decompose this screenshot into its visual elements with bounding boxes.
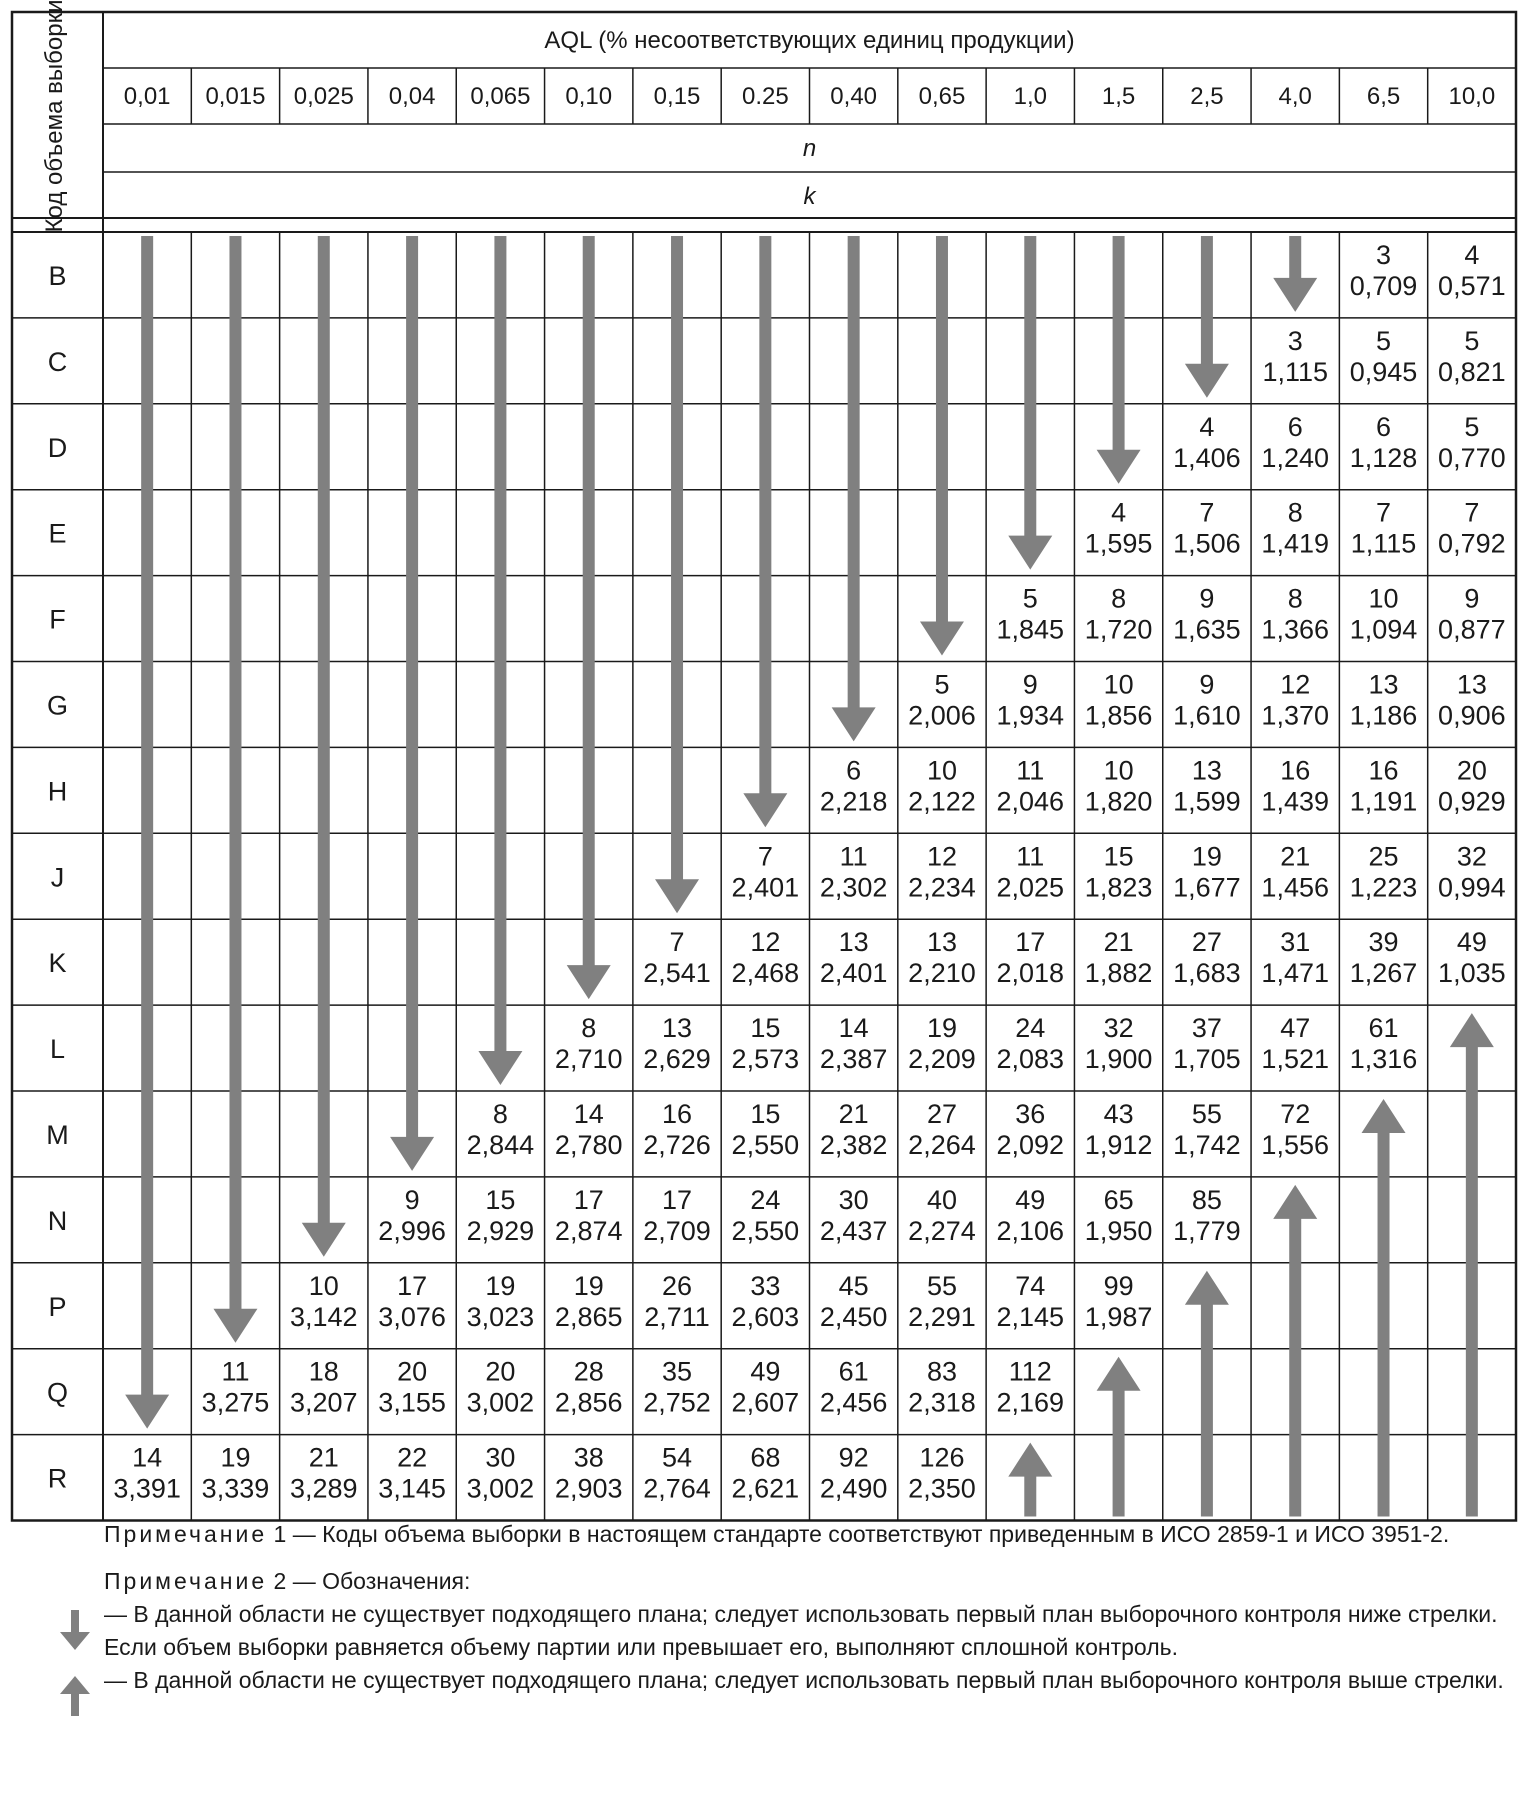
cell-k-value: 1,191 [1349, 786, 1418, 817]
cell-n-value: 13 [1368, 669, 1399, 700]
cell-n-value: 74 [1015, 1270, 1046, 1301]
cell-n-value: 61 [1368, 1013, 1399, 1044]
cell-n-value: 24 [1015, 1013, 1046, 1044]
cell-k-value: 1,950 [1084, 1215, 1153, 1246]
cell-k-value: 1,599 [1173, 786, 1241, 817]
cell-k-value: 3,339 [201, 1473, 270, 1504]
cell-n-value: 112 [1008, 1356, 1052, 1387]
cell-k-value: 1,419 [1261, 528, 1330, 559]
cell-n-value: 9 [1199, 583, 1215, 614]
cell-k-value: 3,145 [378, 1473, 446, 1504]
cell-n-value: 8 [1287, 497, 1303, 528]
cell-k-value: 2,318 [908, 1387, 976, 1418]
cell-n-value: 10 [926, 755, 957, 786]
cell-n-value: 99 [1103, 1270, 1134, 1301]
cell-n-value: 20 [485, 1356, 516, 1387]
cell-n-value: 11 [1016, 755, 1045, 786]
cell-n-value: 45 [838, 1270, 869, 1301]
cell-n-value: 15 [750, 1013, 781, 1044]
cell-k-value: 1,128 [1349, 442, 1418, 473]
cell-n-value: 92 [838, 1442, 869, 1473]
row-code: H [47, 776, 68, 807]
up-arrow [1362, 1099, 1406, 1517]
down-arrow [478, 236, 522, 1085]
cell-k-value: 2,929 [466, 1215, 535, 1246]
cell-n-value: 13 [926, 927, 957, 958]
cell-n-value: 47 [1280, 1013, 1311, 1044]
cell-n-value: 12 [926, 841, 957, 872]
down-arrow [743, 236, 787, 827]
cell-k-value: 2,106 [996, 1215, 1065, 1246]
down-arrow [1097, 236, 1141, 484]
notes-section [24, 1518, 1514, 1730]
row-code: G [46, 690, 69, 721]
cell-k-value: 2,046 [996, 786, 1065, 817]
cell-n-value: 6 [1287, 411, 1303, 442]
cell-n-value: 18 [308, 1356, 339, 1387]
down-arrow [920, 236, 964, 656]
cell-n-value: 5 [934, 669, 950, 700]
cell-k-value: 2,437 [819, 1215, 888, 1246]
cell-k-value: 2,490 [819, 1473, 888, 1504]
row-code: R [47, 1463, 68, 1494]
cell-n-value: 12 [1280, 669, 1311, 700]
cell-n-value: 16 [662, 1099, 693, 1129]
cell-n-value: 32 [1456, 841, 1487, 872]
up-arrow [1185, 1271, 1229, 1517]
cell-k-value: 2,210 [908, 958, 976, 989]
cell-k-value: 1,506 [1173, 528, 1241, 559]
row-code: N [47, 1205, 68, 1236]
aql-value: 0,04 [388, 83, 436, 110]
cell-n-value: 14 [838, 1013, 869, 1044]
cell-k-value: 2,456 [819, 1387, 888, 1418]
cell-n-value: 17 [397, 1270, 428, 1301]
cell-n-value: 49 [1456, 927, 1487, 958]
cell-n-value: 3 [1287, 325, 1303, 356]
up-arrow [1008, 1443, 1052, 1517]
cell-k-value: 1,370 [1261, 700, 1330, 731]
down-arrow [1008, 236, 1052, 570]
cell-k-value: 3,142 [289, 1301, 358, 1332]
cell-k-value: 2,468 [731, 958, 800, 989]
cell-k-value: 1,471 [1261, 958, 1330, 989]
cell-k-value: 2,865 [554, 1301, 623, 1332]
cell-n-value: 5 [1022, 583, 1038, 614]
cell-k-value: 2,218 [819, 786, 888, 817]
cell-n-value: 27 [926, 1099, 957, 1129]
cell-n-value: 39 [1368, 927, 1399, 958]
cell-n-value: 30 [485, 1442, 516, 1473]
cell-k-value: 1,987 [1084, 1301, 1153, 1332]
cell-k-value: 3,002 [466, 1387, 535, 1418]
cell-n-value: 8 [492, 1099, 508, 1129]
aql-value: 6,5 [1366, 83, 1401, 110]
note-2 [104, 1565, 1514, 1598]
aql-value: 0,10 [565, 83, 613, 110]
cell-k-value: 1,267 [1349, 958, 1418, 989]
cell-k-value: 1,845 [996, 614, 1065, 645]
cell-n-value: 22 [397, 1442, 428, 1473]
cell-k-value: 2,709 [643, 1215, 711, 1246]
cell-n-value: 13 [662, 1013, 693, 1044]
cell-n-value: 10 [308, 1270, 339, 1301]
cell-k-value: 2,274 [908, 1215, 976, 1246]
cell-k-value: 2,996 [378, 1215, 446, 1246]
cell-k-value: 1,900 [1084, 1044, 1153, 1075]
row-code: D [47, 432, 68, 463]
cell-k-value: 3,076 [378, 1301, 446, 1332]
cell-n-value: 61 [838, 1356, 869, 1387]
cell-n-value: 17 [662, 1184, 693, 1215]
cell-k-value: 2,856 [554, 1387, 623, 1418]
cell-n-value: 11 [221, 1356, 250, 1387]
cell-k-value: 2,006 [908, 700, 976, 731]
cell-n-value: 49 [1015, 1184, 1046, 1215]
cell-k-value: 2,711 [644, 1301, 710, 1332]
cell-k-value: 2,302 [819, 872, 888, 903]
cell-k-value: 3,023 [466, 1301, 535, 1332]
cell-k-value: 2,629 [643, 1044, 711, 1075]
cell-n-value: 16 [1368, 755, 1399, 786]
cell-n-value: 54 [662, 1442, 693, 1473]
cell-k-value: 2,387 [819, 1044, 888, 1075]
cell-k-value: 1,456 [1261, 872, 1330, 903]
cell-k-value: 1,934 [996, 700, 1065, 731]
cell-k-value: 1,683 [1173, 958, 1241, 989]
up-arrow [1450, 1013, 1494, 1516]
cell-n-value: 16 [1280, 755, 1311, 786]
down-arrow [832, 236, 876, 741]
cell-k-value: 1,820 [1084, 786, 1153, 817]
cell-k-value: 1,439 [1261, 786, 1330, 817]
cell-n-value: 13 [1456, 669, 1487, 700]
cell-k-value: 3,289 [289, 1473, 358, 1504]
down-arrow [1273, 236, 1317, 312]
up-arrow [1097, 1357, 1141, 1517]
cell-n-value: 21 [1280, 841, 1311, 872]
down-arrow [567, 236, 611, 999]
cell-k-value: 2,234 [908, 872, 976, 903]
cell-n-value: 8 [1287, 583, 1303, 614]
cell-n-value: 19 [1191, 841, 1222, 872]
aql-value: 0.25 [741, 83, 789, 110]
cell-n-value: 4 [1199, 411, 1215, 442]
note-1-label: Примечание [104, 1521, 268, 1547]
cell-n-value: 21 [838, 1099, 869, 1129]
cell-n-value: 25 [1368, 841, 1399, 872]
cell-n-value: 15 [485, 1184, 516, 1215]
cell-k-value: 2,541 [643, 958, 711, 989]
cell-k-value: 1,115 [1262, 356, 1328, 387]
cell-k-value: 0,709 [1349, 271, 1418, 301]
cell-n-value: 32 [1103, 1013, 1134, 1044]
n-label: n [802, 135, 817, 162]
legend-down-row [24, 1598, 1514, 1664]
cell-k-value: 2,844 [466, 1130, 535, 1160]
cell-n-value: 85 [1191, 1184, 1222, 1215]
cell-k-value: 1,240 [1261, 442, 1330, 473]
cell-n-value: 14 [132, 1442, 163, 1473]
row-code: Q [46, 1377, 69, 1408]
cell-k-value: 2,621 [731, 1473, 800, 1504]
cell-k-value: 1,742 [1173, 1130, 1241, 1160]
cell-n-value: 14 [573, 1099, 604, 1129]
cell-k-value: 1,223 [1349, 872, 1418, 903]
cell-k-value: 0,770 [1438, 442, 1506, 473]
cell-n-value: 37 [1191, 1013, 1222, 1044]
cell-k-value: 1,316 [1349, 1044, 1418, 1075]
cell-n-value: 10 [1368, 583, 1399, 614]
cell-k-value: 2,092 [996, 1130, 1065, 1160]
cell-n-value: 7 [1376, 497, 1392, 528]
cell-n-value: 8 [581, 1013, 597, 1044]
note-2-text: 2 — Обозначения: [267, 1568, 471, 1594]
cell-n-value: 55 [1191, 1099, 1222, 1129]
cell-k-value: 1,882 [1084, 958, 1153, 989]
row-code: K [48, 948, 67, 979]
row-code: J [50, 862, 65, 893]
aql-value: 0,15 [653, 83, 701, 110]
cell-k-value: 2,083 [996, 1044, 1065, 1075]
cell-n-value: 4 [1111, 497, 1127, 528]
cell-n-value: 17 [573, 1184, 604, 1215]
cell-k-value: 2,025 [996, 872, 1065, 903]
cell-k-value: 1,115 [1350, 528, 1417, 559]
cell-k-value: 0,792 [1438, 528, 1506, 559]
cell-n-value: 19 [573, 1270, 604, 1301]
aql-value: 1,5 [1101, 83, 1136, 110]
aql-value: 0,065 [470, 83, 531, 110]
cell-k-value: 2,382 [819, 1130, 888, 1160]
cell-n-value: 40 [926, 1184, 957, 1215]
cell-n-value: 21 [1103, 927, 1134, 958]
cell-k-value: 2,903 [554, 1473, 623, 1504]
cell-n-value: 24 [750, 1184, 781, 1215]
row-code: P [48, 1291, 67, 1322]
cell-k-value: 2,573 [731, 1044, 800, 1075]
cell-n-value: 6 [846, 755, 862, 786]
aql-value: 0,01 [123, 83, 171, 110]
cell-k-value: 1,186 [1349, 700, 1418, 731]
cell-k-value: 1,556 [1261, 1130, 1330, 1160]
cell-k-value: 2,350 [908, 1473, 976, 1504]
cell-k-value: 3,391 [113, 1473, 181, 1504]
cell-n-value: 4 [1464, 240, 1480, 270]
cell-k-value: 2,710 [554, 1044, 623, 1075]
cell-n-value: 13 [1191, 755, 1222, 786]
aql-value: 0,015 [205, 83, 266, 110]
cell-n-value: 5 [1376, 325, 1392, 356]
note-1 [24, 1518, 1514, 1551]
cell-n-value: 15 [1103, 841, 1134, 872]
cell-k-value: 3,275 [201, 1387, 270, 1418]
cell-k-value: 1,366 [1261, 614, 1330, 645]
cell-n-value: 11 [1016, 841, 1045, 872]
cell-k-value: 3,207 [289, 1387, 358, 1418]
cell-k-value: 2,550 [731, 1130, 800, 1160]
row-code: M [46, 1119, 69, 1150]
cell-n-value: 10 [1103, 755, 1134, 786]
row-code-header: Код объема выборки [41, 0, 68, 233]
down-arrow [1185, 236, 1229, 398]
cell-k-value: 2,401 [731, 872, 800, 903]
cell-n-value: 65 [1103, 1184, 1134, 1215]
cell-k-value: 2,607 [731, 1387, 800, 1418]
down-arrow [655, 236, 699, 913]
k-label: k [803, 183, 816, 210]
aql-value: 2,5 [1190, 83, 1224, 110]
cell-k-value: 1,705 [1173, 1044, 1241, 1075]
cell-k-value: 2,752 [643, 1387, 711, 1418]
cell-n-value: 9 [404, 1184, 420, 1215]
aql-value: 0,025 [293, 83, 354, 110]
cell-n-value: 31 [1280, 927, 1311, 958]
cell-n-value: 38 [573, 1442, 604, 1473]
cell-k-value: 1,521 [1261, 1044, 1330, 1075]
cell-n-value: 17 [1015, 927, 1046, 958]
cell-n-value: 7 [757, 841, 773, 872]
row-code: L [49, 1034, 66, 1065]
cell-n-value: 28 [573, 1356, 604, 1387]
cell-n-value: 43 [1103, 1099, 1134, 1129]
legend-down-text: — В данной области не существует подходящего плана; следует использовать первый план выборочного контроля ниже стрелки. Если объем выборки равняется объему партии или превышает его, выполняют сплошной контроль. [104, 1601, 1498, 1660]
cell-k-value: 2,209 [908, 1044, 976, 1075]
up-arrow-icon [24, 1664, 104, 1730]
up-arrow [1273, 1185, 1317, 1517]
cell-k-value: 1,823 [1084, 872, 1153, 903]
down-arrow [125, 236, 169, 1429]
cell-k-value: 2,291 [908, 1301, 976, 1332]
cell-k-value: 2,018 [996, 958, 1065, 989]
down-arrow [390, 236, 434, 1171]
cell-n-value: 11 [839, 841, 868, 872]
cell-k-value: 2,603 [731, 1301, 800, 1332]
cell-k-value: 2,780 [554, 1130, 623, 1160]
cell-k-value: 1,595 [1084, 528, 1153, 559]
cell-k-value: 1,856 [1084, 700, 1153, 731]
cell-n-value: 8 [1111, 583, 1127, 614]
cell-k-value: 1,035 [1438, 958, 1506, 989]
cell-n-value: 20 [397, 1356, 428, 1387]
cell-k-value: 2,764 [643, 1473, 711, 1504]
cell-n-value: 33 [750, 1270, 781, 1301]
cell-n-value: 6 [1376, 411, 1392, 442]
cell-k-value: 1,610 [1173, 700, 1241, 731]
cell-k-value: 1,094 [1349, 614, 1418, 645]
cell-k-value: 2,550 [731, 1215, 800, 1246]
cell-n-value: 83 [926, 1356, 957, 1387]
cell-n-value: 35 [662, 1356, 693, 1387]
cell-k-value: 1,720 [1084, 614, 1153, 645]
cell-k-value: 0,571 [1438, 271, 1506, 301]
cell-n-value: 49 [750, 1356, 781, 1387]
cell-n-value: 27 [1191, 927, 1222, 958]
cell-k-value: 2,264 [908, 1130, 976, 1160]
cell-k-value: 1,677 [1173, 872, 1241, 903]
aql-value: 0,40 [830, 83, 878, 110]
cell-n-value: 10 [1103, 669, 1134, 700]
cell-n-value: 7 [669, 927, 685, 958]
note-2-label: Примечание [104, 1568, 268, 1594]
aql-value: 4,0 [1278, 83, 1312, 110]
cell-n-value: 68 [750, 1442, 781, 1473]
note-1-text: 1 — Коды объема выборки в настоящем стандарте соответствуют приведенным в ИСО 2859-1 и ИСО 3951-2. [267, 1521, 1450, 1547]
cell-n-value: 9 [1022, 669, 1038, 700]
cell-n-value: 26 [662, 1270, 693, 1301]
cell-k-value: 2,401 [819, 958, 888, 989]
cell-n-value: 9 [1464, 583, 1480, 614]
cell-n-value: 5 [1464, 411, 1480, 442]
cell-k-value: 2,169 [996, 1387, 1065, 1418]
cell-n-value: 21 [308, 1442, 339, 1473]
cell-n-value: 15 [750, 1099, 781, 1129]
row-code: E [48, 518, 67, 549]
cell-n-value: 126 [919, 1442, 965, 1473]
cell-k-value: 0,929 [1438, 786, 1506, 817]
cell-n-value: 12 [750, 927, 781, 958]
cell-k-value: 0,906 [1438, 700, 1506, 731]
cell-k-value: 0,994 [1438, 872, 1506, 903]
aql-value: 1,0 [1013, 83, 1047, 110]
aql-value: 10,0 [1448, 83, 1496, 110]
cell-n-value: 3 [1376, 240, 1392, 270]
cell-n-value: 7 [1464, 497, 1480, 528]
cell-k-value: 1,406 [1173, 442, 1241, 473]
aql-value: 0,65 [918, 83, 966, 110]
legend-up-text: — В данной области не существует подходящего плана; следует использовать первый план выборочного контроля выше стрелки. [104, 1667, 1504, 1693]
cell-n-value: 13 [838, 927, 869, 958]
cell-n-value: 9 [1199, 669, 1215, 700]
aql-title: AQL (% несоответствующих единиц продукции) [544, 27, 1075, 54]
cell-k-value: 2,145 [996, 1301, 1065, 1332]
cell-n-value: 19 [220, 1442, 251, 1473]
cell-k-value: 0,821 [1438, 356, 1506, 387]
cell-k-value: 2,122 [908, 786, 976, 817]
legend-up-row [24, 1664, 1514, 1730]
row-code: C [47, 346, 68, 377]
cell-k-value: 0,877 [1438, 614, 1506, 645]
cell-k-value: 3,002 [466, 1473, 535, 1504]
cell-n-value: 72 [1280, 1099, 1311, 1129]
cell-k-value: 0,945 [1349, 356, 1418, 387]
cell-k-value: 2,726 [643, 1130, 711, 1160]
cell-n-value: 55 [926, 1270, 957, 1301]
cell-k-value: 2,874 [554, 1215, 623, 1246]
cell-n-value: 5 [1464, 325, 1480, 356]
down-arrow [302, 236, 346, 1257]
cell-k-value: 1,779 [1173, 1215, 1241, 1246]
cell-n-value: 19 [926, 1013, 957, 1044]
cell-k-value: 1,635 [1173, 614, 1241, 645]
down-arrow-icon [24, 1598, 104, 1664]
cell-k-value: 3,155 [378, 1387, 446, 1418]
cell-n-value: 20 [1456, 755, 1487, 786]
cell-n-value: 36 [1015, 1099, 1046, 1129]
row-code: F [49, 604, 66, 635]
cell-k-value: 2,450 [819, 1301, 888, 1332]
cell-n-value: 30 [838, 1184, 869, 1215]
cell-n-value: 19 [485, 1270, 516, 1301]
cell-k-value: 1,912 [1084, 1130, 1153, 1160]
row-code: B [48, 260, 67, 291]
cell-n-value: 7 [1199, 497, 1215, 528]
